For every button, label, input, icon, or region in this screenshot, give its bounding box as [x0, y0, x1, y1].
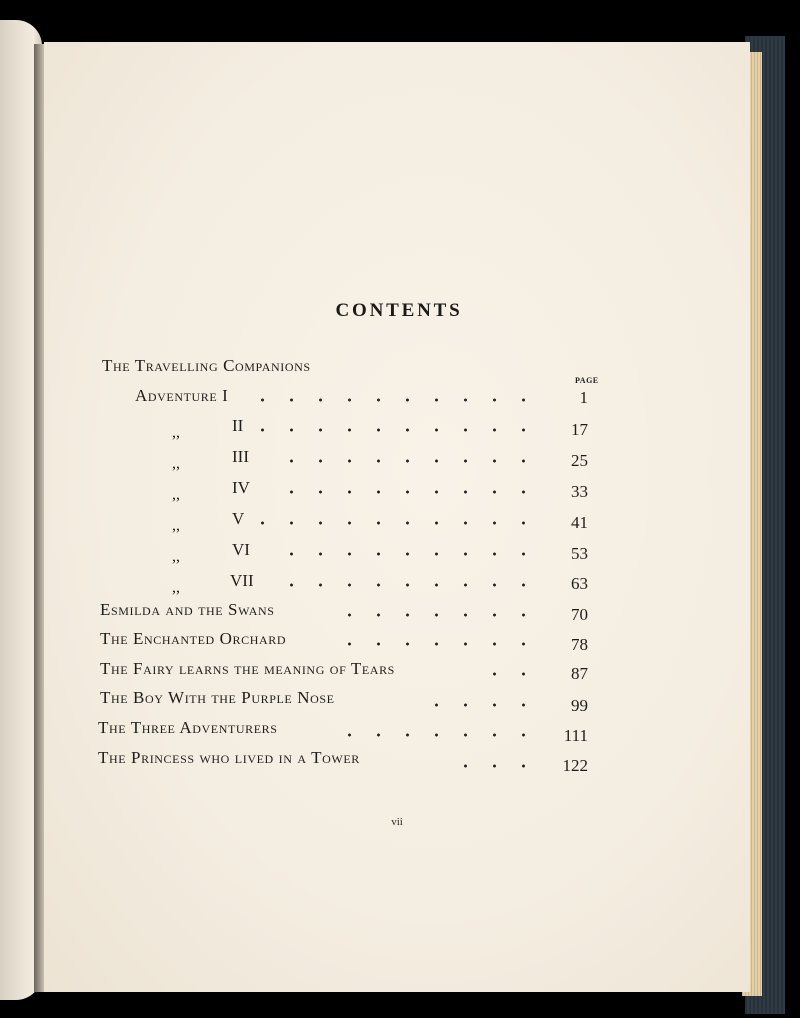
ditto-mark: ,, [172, 548, 180, 565]
toc-entry-enchanted-orchard: The Enchanted Orchard [100, 629, 287, 648]
dot-leader [413, 702, 538, 708]
dot-leader [340, 641, 538, 647]
toc-page-number: 111 [563, 726, 588, 745]
toc-page-number: 25 [571, 451, 588, 470]
toc-page-number: 33 [571, 482, 588, 501]
ditto-mark: ,, [172, 455, 180, 472]
toc-entry-adventure-6: VI [232, 540, 250, 559]
dot-leader [256, 397, 538, 403]
ditto-mark: ,, [172, 517, 180, 534]
ditto-mark: ,, [172, 579, 180, 596]
dot-leader [266, 458, 538, 464]
page-folio: vii [391, 816, 403, 828]
toc-entry-three-adventurers: The Three Adventurers [98, 718, 278, 737]
toc-page-number: 99 [571, 696, 588, 715]
dot-leader [471, 671, 538, 677]
toc-entry-adventure-5: V [232, 509, 245, 528]
toc-page-number: 17 [571, 420, 588, 439]
toc-entry-travelling-companions: The Travelling Companions [102, 356, 311, 375]
dot-leader [256, 520, 538, 526]
dot-leader [326, 612, 538, 618]
ditto-mark: ,, [172, 486, 180, 503]
dot-leader [256, 427, 538, 433]
toc-entry-esmilda: Esmilda and the Swans [100, 600, 275, 619]
toc-entry-adventure-3: III [232, 447, 249, 466]
toc-entry-adventure-2: II [232, 416, 244, 435]
toc-page-number: 1 [579, 388, 588, 407]
ditto-mark: ,, [172, 424, 180, 441]
toc-page-number: 41 [571, 513, 588, 532]
dot-leader [266, 551, 538, 557]
page-column-label: PAGE [575, 376, 599, 385]
toc-page-number: 63 [571, 574, 588, 593]
toc-page-number: 70 [571, 605, 588, 624]
page-title: CONTENTS [335, 300, 463, 321]
toc-entry-adventure-4: IV [232, 478, 250, 497]
dot-leader [266, 489, 538, 495]
toc-page-number: 87 [571, 664, 588, 683]
toc-entry-fairy-tears: The Fairy learns the meaning of Tears [100, 659, 395, 678]
toc-page-number: 78 [571, 635, 588, 654]
toc-entry-purple-nose: The Boy With the Purple Nose [100, 688, 335, 707]
dot-leader [326, 732, 538, 738]
toc-entry-adventure-1: Adventure I [135, 386, 229, 405]
toc-page-number: 53 [571, 544, 588, 563]
toc-entry-adventure-7: VII [230, 571, 254, 590]
toc-entry-princess-tower: The Princess who lived in a Tower [98, 748, 360, 767]
toc-page-number: 122 [562, 756, 588, 775]
contents-page [44, 42, 750, 992]
dot-leader [266, 582, 538, 588]
dot-leader [442, 763, 538, 769]
